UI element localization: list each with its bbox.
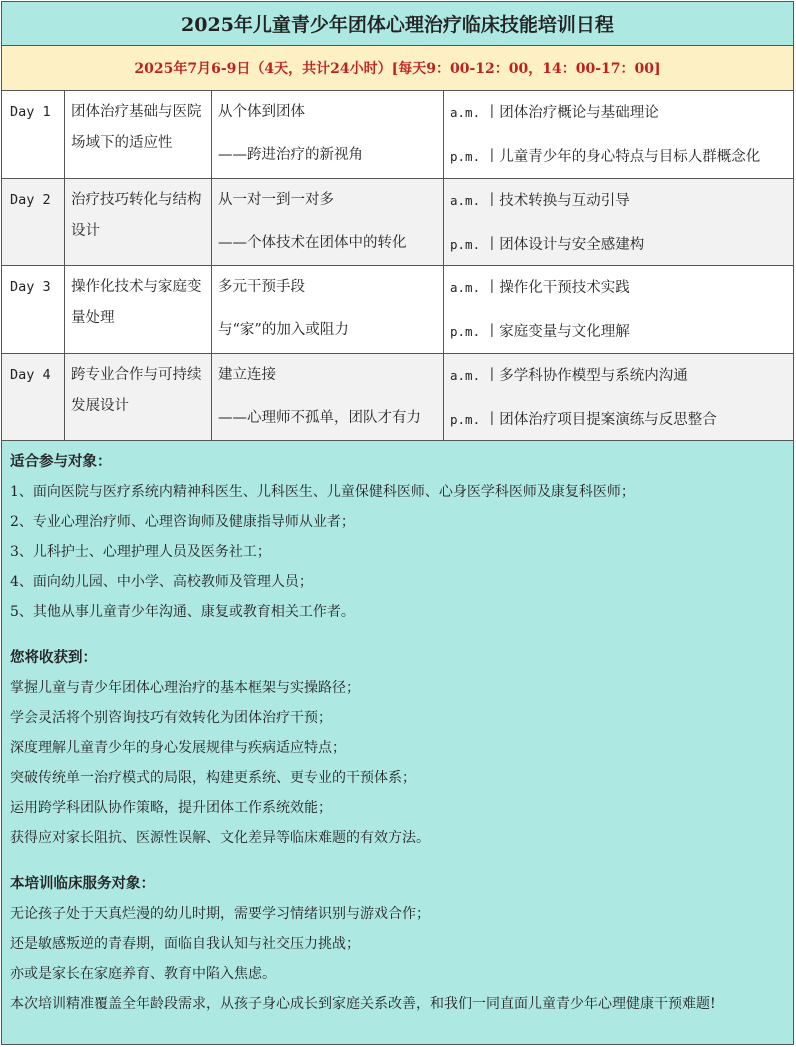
am-prefix: a.m. xyxy=(450,367,481,383)
theme-main: 建立连接 xyxy=(218,366,276,383)
pm-prefix: p.m. xyxy=(450,149,481,164)
gains-item: 运用跨学科团队协作策略，提升团体工作系统效能； xyxy=(10,800,332,816)
day-topic: 操作化技术与家庭变量处理 xyxy=(65,266,212,353)
schedule-row xyxy=(2,354,793,442)
gains-item: 掌握儿童与青少年团体心理治疗的基本框架与实操路径； xyxy=(10,680,360,696)
theme-sub: ——跨进治疗的新视角 xyxy=(218,147,363,163)
day-label: Day 1 xyxy=(2,91,65,178)
audience-item: 5、其他从事儿童青少年沟通、康复或教育相关工作者。 xyxy=(10,604,355,620)
am-prefix: a.m. xyxy=(450,192,481,208)
audience-item: 2、专业心理治疗师、心理咨询师及健康指导师从业者； xyxy=(10,514,355,530)
am-session: a.m. 丨操作化干预技术实践 xyxy=(450,280,630,296)
audience-item: 4、面向幼儿园、中小学、高校教师及管理人员； xyxy=(10,574,313,590)
day-sessions xyxy=(444,354,793,441)
am-session: a.m. 丨技术转换与互动引导 xyxy=(450,192,630,209)
day-topic: 跨专业合作与可持续发展设计 xyxy=(65,354,212,441)
audience-heading: 适合参与对象： xyxy=(10,453,112,470)
audience-item: 3、儿科护士、心理护理人员及医务社工； xyxy=(10,544,271,560)
theme-sub: 与“家”的加入或阻力 xyxy=(218,322,349,338)
service-item: 还是敏感叛逆的青春期，面临自我认知与社交压力挑战； xyxy=(10,936,360,952)
audience-list xyxy=(10,477,785,627)
pm-session: p.m. 丨团体设计与安全感建构 xyxy=(450,236,645,253)
schedule-row xyxy=(2,266,793,354)
schedule-sheet xyxy=(1,1,794,1045)
audience-item: 1、面向医院与医疗系统内精神科医生、儿科医生、儿童保健科医师、心身医学科医师及康复科医师； xyxy=(10,484,635,500)
day-topic: 团体治疗基础与医院场域下的适应性 xyxy=(65,91,212,178)
am-prefix: a.m. xyxy=(450,280,481,295)
pm-prefix: p.m. xyxy=(450,411,481,427)
theme-main: 多元干预手段 xyxy=(218,279,305,295)
pm-session: p.m. 丨家庭变量与文化理解 xyxy=(450,324,630,340)
gains-item: 突破传统单一治疗模式的局限，构建更系统、更专业的干预体系； xyxy=(10,770,416,786)
am-session: a.m. 丨团体治疗概论与基础理论 xyxy=(450,105,659,121)
service-item: 本次培训精准覆盖全年龄段需求，从孩子身心成长到家庭关系改善，和我们一同直面儿童青少年心理健康干预难题! xyxy=(10,996,716,1012)
gains-item: 深度理解儿童青少年的身心发展规律与疾病适应特点； xyxy=(10,740,346,756)
pm-prefix: p.m. xyxy=(450,324,481,339)
theme-main: 从个体到团体 xyxy=(218,104,305,120)
day-theme xyxy=(212,266,444,353)
day-theme xyxy=(212,354,444,441)
page-title: 2025年儿童青少年团体心理治疗临床技能培训日程 xyxy=(2,2,793,46)
gains-item: 学会灵活将个别咨询技巧有效转化为团体治疗干预； xyxy=(10,710,332,726)
pm-prefix: p.m. xyxy=(450,236,481,252)
date-range-banner: 2025年7月6-9日（4天，共计24小时）[每天9：00-12：00，14：00-17：00] xyxy=(2,46,793,91)
day-topic: 治疗技巧转化与结构设计 xyxy=(65,179,212,266)
schedule-table xyxy=(2,91,793,441)
day-sessions xyxy=(444,91,793,178)
am-prefix: a.m. xyxy=(450,105,481,120)
day-label: Day 3 xyxy=(2,266,65,353)
gains-heading: 您将收获到： xyxy=(10,649,97,666)
info-section xyxy=(2,441,793,1019)
theme-sub: ——心理师不孤单，团队才有力 xyxy=(218,409,421,426)
service-item: 亦或是家长在家庭养育、教育中陷入焦虑。 xyxy=(10,966,276,982)
day-sessions xyxy=(444,266,793,353)
pm-session: p.m. 丨儿童青少年的身心特点与目标人群概念化 xyxy=(450,149,761,165)
gains-list xyxy=(10,673,785,853)
pm-session: p.m. 丨团体治疗项目提案演练与反思整合 xyxy=(450,411,717,428)
day-sessions xyxy=(444,179,793,266)
day-label: Day 2 xyxy=(2,179,65,266)
gains-item: 获得应对家长阻抗、医源性误解、文化差异等临床难题的有效方法。 xyxy=(10,830,430,846)
theme-sub: ——个体技术在团体中的转化 xyxy=(218,234,407,251)
day-theme xyxy=(212,91,444,178)
service-heading: 本培训临床服务对象： xyxy=(10,875,155,892)
schedule-row xyxy=(2,91,793,179)
day-theme xyxy=(212,179,444,266)
am-session: a.m. 丨多学科协作模型与系统内沟通 xyxy=(450,367,688,384)
service-item: 无论孩子处于天真烂漫的幼儿时期，需要学习情绪识别与游戏合作； xyxy=(10,906,430,922)
day-label: Day 4 xyxy=(2,354,65,441)
service-list xyxy=(10,899,785,1019)
schedule-row xyxy=(2,179,793,267)
theme-main: 从一对一到一对多 xyxy=(218,191,334,208)
